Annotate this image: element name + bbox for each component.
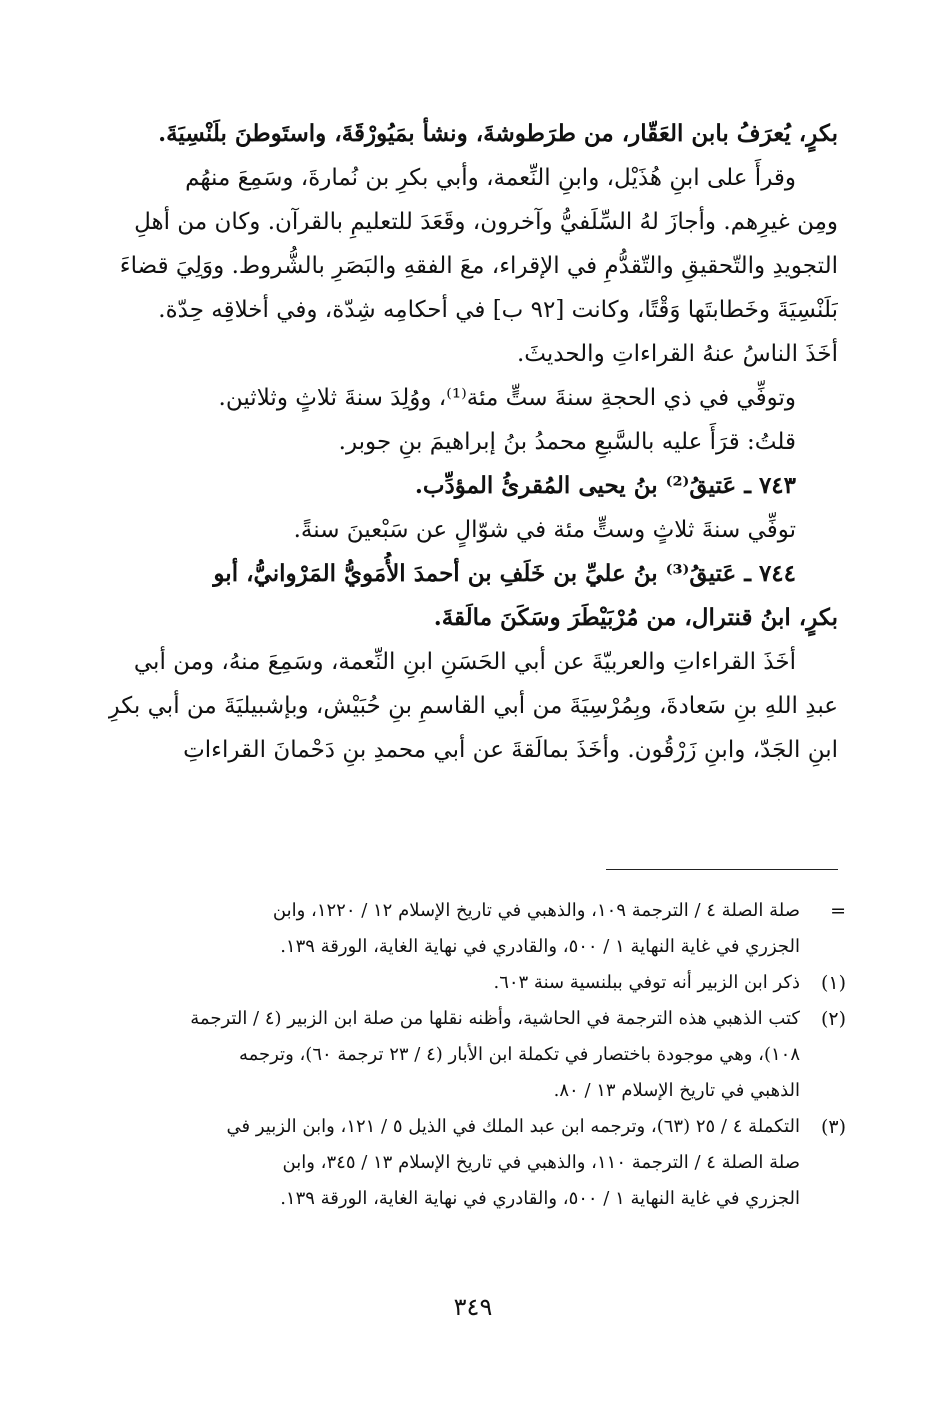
text-line: توفِّي سنةَ ثلاثٍ وستٍّ مئة في شوّالٍ عن سَبْعينَ سنةً. xyxy=(293,517,796,543)
footnote xyxy=(100,1109,846,1217)
footnote-line: الذهبي في تاريخ الإسلام ١٣ / ٨٠. xyxy=(553,1080,800,1101)
text-line: وتوفِّي في ذي الحجةِ سنةَ ستٍّ مئة⁽¹⁾، ووُلِدَ سنةَ ثلاثٍ وثلاثين. xyxy=(218,385,796,411)
footnote-line: كتب الذهبي هذه الترجمة في الحاشية، وأظنه نقلها من صلة ابن الزبير (٤ / الترجمة xyxy=(190,1008,800,1029)
text-line: ابنِ الجَدّ، وابنِ زَرْقُون. وأخَذَ بمالَقةَ عن أبي محمدِ بنِ دَحْمانَ القراءاتِ xyxy=(183,737,838,763)
footnote-text xyxy=(100,965,800,1001)
text-line: ومِن غيرِهم. وأجازَ لهُ السِّلَفيُّ وآخرون، وقَعَدَ للتعليمِ بالقرآن. وكان من أهلِ xyxy=(134,209,838,235)
footnote-text xyxy=(100,893,800,965)
footnote-line: ذكر ابن الزبير أنه توفي ببلنسية سنة ٦٠٣. xyxy=(493,972,800,993)
footnote-marker: (٣) xyxy=(820,1116,846,1138)
footnote-line: صلة الصلة ٤ / الترجمة ١١٠، والذهبي في تاريخ الإسلام ١٣ / ٣٤٥، وابن xyxy=(282,1152,800,1173)
page-number: ٣٤٩ xyxy=(453,1293,493,1321)
text-line: ٧٤٤ ـ عَتيقُ⁽³⁾ بنُ عليِّ بن خَلَفِ بن أحمدَ الأُمَويُّ المَرْوانيُّ، أبو xyxy=(213,560,796,587)
text-line: عبدِ اللهِ بنِ سَعادةَ، وبِمُرْسِيَةَ من أبي القاسمِ بنِ حُبَيْش، وبإشبيليَةَ من أبي بكرِ xyxy=(108,693,838,719)
footnotes-section xyxy=(100,893,846,1217)
footnote-marker: (١) xyxy=(820,972,846,994)
main-text xyxy=(108,112,838,772)
footnote-text xyxy=(100,1001,800,1109)
footnote-line: الجزري في غاية النهاية ١ / ٥٠٠، والقادري في نهاية الغاية، الورقة ١٣٩. xyxy=(280,936,800,957)
text-line: بكرٍ، يُعرَفُ بابن العَقّار، من طرَطوشةَ، ونشأ بمَيُورْقَةَ، واستَوطنَ بلَنْسِيَةَ. xyxy=(158,120,838,147)
text-line: بَلَنْسِيَةَ وخَطابتَها وَقْتًا، وكانت [٩٢ ب] في أحكامِه شِدّة، وفي أخلاقِه حِدّة. xyxy=(158,297,838,323)
footnote-separator xyxy=(606,869,838,870)
text-line: التجويدِ والتّحقيقِ والتّقدُّمِ في الإقراء، معَ الفقهِ والبَصَرِ بالشُّروط. ووَلِيَ قضاءَ xyxy=(119,253,838,279)
footnote-line: ١٠٨)، وهي موجودة باختصار في تكملة ابن الأبار (٤ / ٢٣ ترجمة ٦٠)، وترجمه xyxy=(238,1044,800,1065)
footnote-marker: = xyxy=(830,900,846,922)
footnote-marker: (٢) xyxy=(820,1008,846,1030)
text-line: وقرأَ على ابنِ هُذَيْل، وابنِ النِّعمة، وأبي بكرِ بن نُمارةَ، وسَمِعَ منهُم xyxy=(185,165,796,191)
footnote-line: صلة الصلة ٤ / الترجمة ١٠٩، والذهبي في تاريخ الإسلام ١٢ / ١٢٢٠، وابن xyxy=(272,900,800,921)
text-line: قلتُ: قرَأَ عليه بالسَّبعِ محمدُ بنُ إبراهيمَ بنِ جوبر. xyxy=(338,429,796,455)
footnote xyxy=(100,893,846,965)
footnote-line: التكملة ٤ / ٢٥ (٦٣)، وترجمه ابن عبد الملك في الذيل ٥ / ١٢١، وابن الزبير في xyxy=(226,1116,800,1137)
text-line: ٧٤٣ ـ عَتيقُ⁽²⁾ بنُ يحيى المُقرئُ المؤدِّب. xyxy=(414,472,796,499)
footnote xyxy=(100,1001,846,1109)
footnote-line: الجزري في غاية النهاية ١ / ٥٠٠، والقادري في نهاية الغاية، الورقة ١٣٩. xyxy=(280,1188,800,1209)
footnote-text xyxy=(100,1109,800,1217)
text-line: أخَذَ القراءاتِ والعربيّةَ عن أبي الحَسَنِ ابنِ النِّعمة، وسَمِعَ منهُ، ومن أبي xyxy=(133,649,796,675)
text-line: بكرٍ، ابنُ قنترال، من مُرْبَيْطَرَ وسَكَنَ مالَقةَ. xyxy=(433,604,838,631)
text-line: أخَذَ الناسُ عنهُ القراءاتِ والحديثَ. xyxy=(516,341,838,367)
footnote xyxy=(100,965,846,1001)
